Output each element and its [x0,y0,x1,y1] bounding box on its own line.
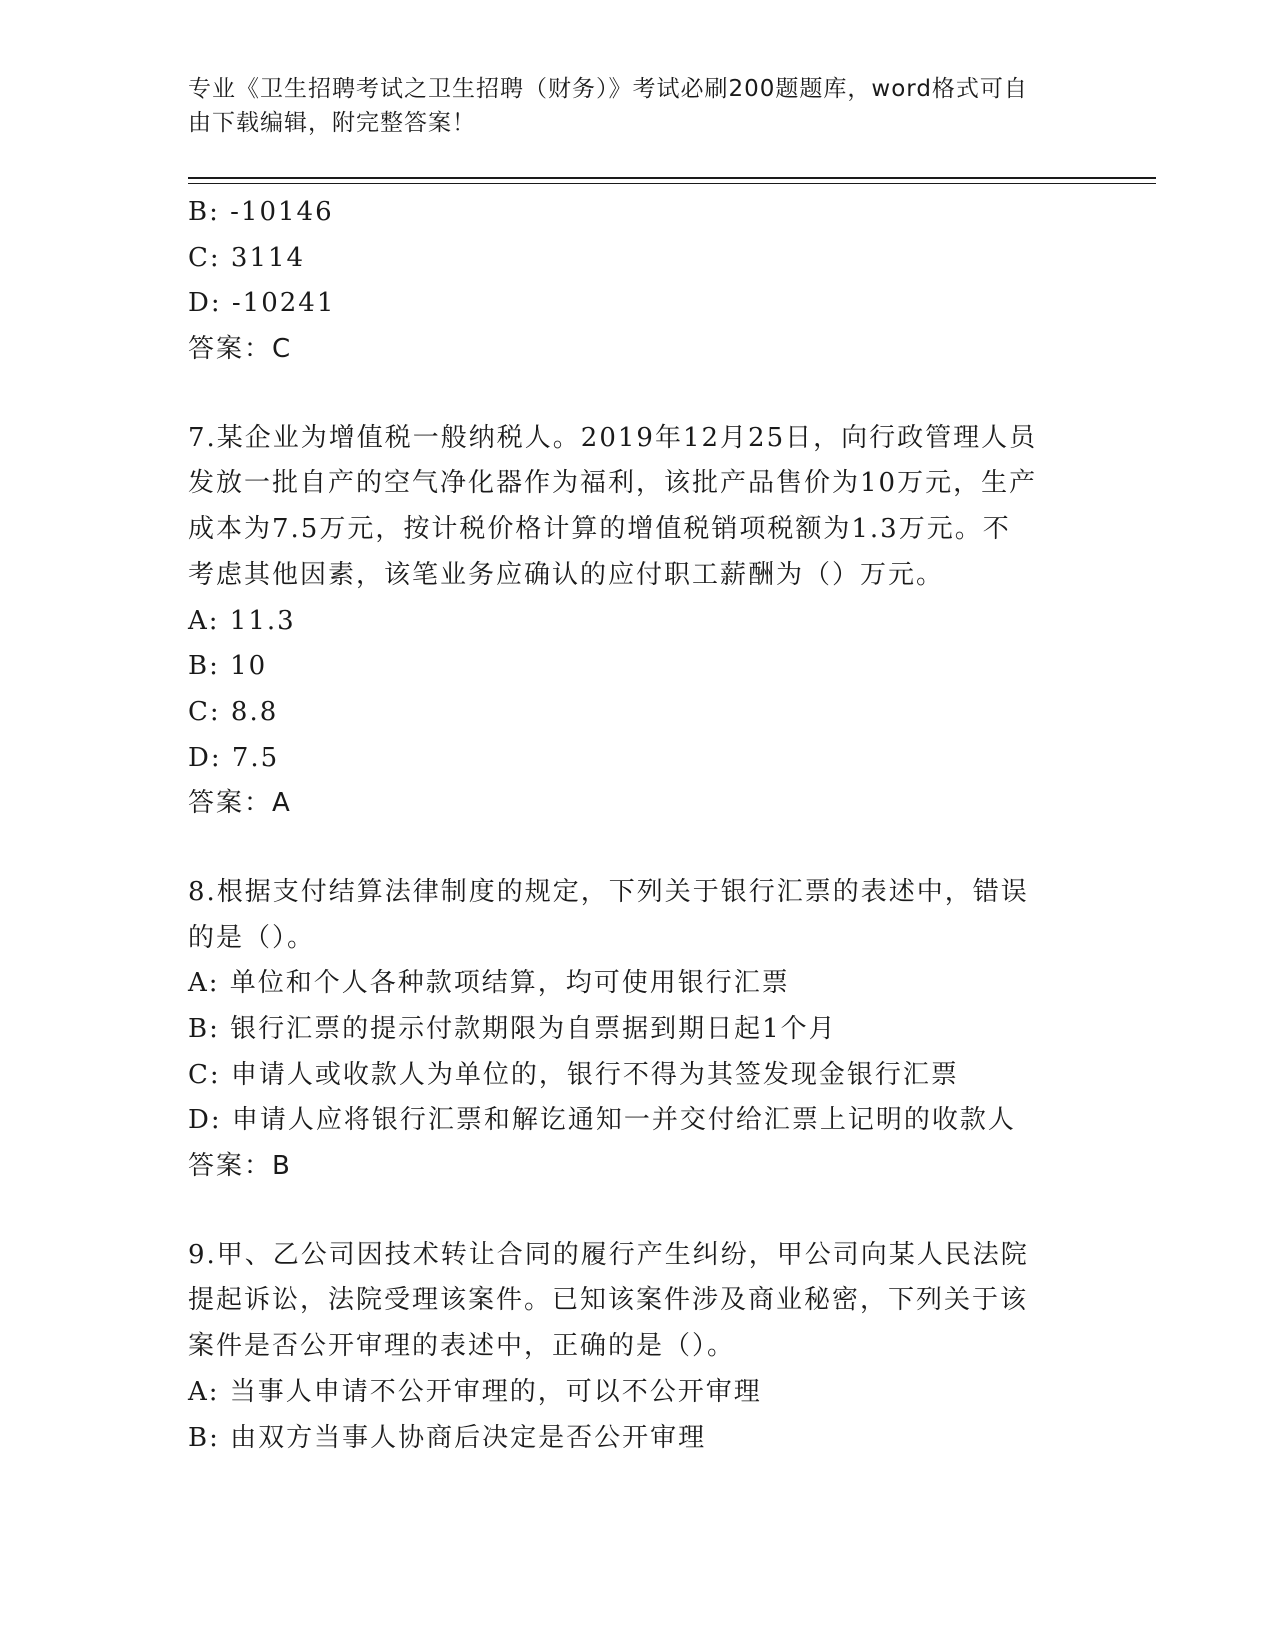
spacer [188,827,1088,870]
question-stem-line: 成本为7.5万元，按计税价格计算的增值税销项税额为1.3万元。不 [188,514,1011,545]
option-b: B: 由双方当事人协商后决定是否公开审理 [188,1422,707,1453]
answer: 答案：C [188,334,293,365]
header-line-2: 由下载编辑，附完整答案！ [188,110,476,136]
spacer [188,1190,1088,1233]
question-stem-line: 提起诉讼，法院受理该案件。已知该案件涉及商业秘密，下列关于该 [188,1285,1029,1316]
question-stem-line: 的是（）。 [188,922,316,953]
document-header [188,72,1068,140]
spacer [188,373,1088,416]
question-stem-line: 发放一批自产的空气净化器作为福利，该批产品售价为10万元，生产 [188,468,1038,499]
option-c: C: 8.8 [188,696,279,727]
question-7 [188,416,1088,827]
option-a: A: 11.3 [188,605,296,636]
question-stem-line: 案件是否公开审理的表述中，正确的是（）。 [188,1331,736,1362]
question-stem-line: 8.根据支付结算法律制度的规定，下列关于银行汇票的表述中，错误 [188,876,1029,907]
answer: 答案：A [188,788,292,819]
header-divider-thin [188,183,1156,184]
option-c: C: 申请人或收款人为单位的，银行不得为其签发现金银行汇票 [188,1059,959,1090]
option-a: A: 当事人申请不公开审理的，可以不公开审理 [188,1376,762,1407]
option-b: B: -10146 [188,197,334,227]
question-stem-line: 7.某企业为增值税一般纳税人。2019年12月25日，向行政管理人员 [188,422,1038,453]
question-9 [188,1233,1088,1461]
option-b: B: 银行汇票的提示付款期限为自票据到期日起1个月 [188,1014,837,1044]
answer: 答案：B [188,1151,292,1182]
option-d: D: 7.5 [188,742,280,773]
question-prev [188,190,1088,373]
option-d: D: -10241 [188,288,336,319]
option-c: C: 3114 [188,242,306,273]
document-body [188,190,1088,1461]
header-line-1: 专业《卫生招聘考试之卫生招聘（财务）》考试必刷200题题库，word格式可自 [188,76,1028,102]
option-d: D: 申请人应将银行汇票和解讫通知一并交付给汇票上记明的收款人 [188,1105,1016,1136]
header-divider-thick [188,177,1156,179]
question-8 [188,870,1088,1190]
question-stem-line: 考虑其他因素，该笔业务应确认的应付职工薪酬为（）万元。 [188,559,945,590]
option-a: A: 单位和个人各种款项结算，均可使用银行汇票 [188,968,790,999]
option-b: B: 10 [188,651,268,682]
question-stem-line: 9.甲、乙公司因技术转让合同的履行产生纠纷，甲公司向某人民法院 [188,1239,1029,1270]
